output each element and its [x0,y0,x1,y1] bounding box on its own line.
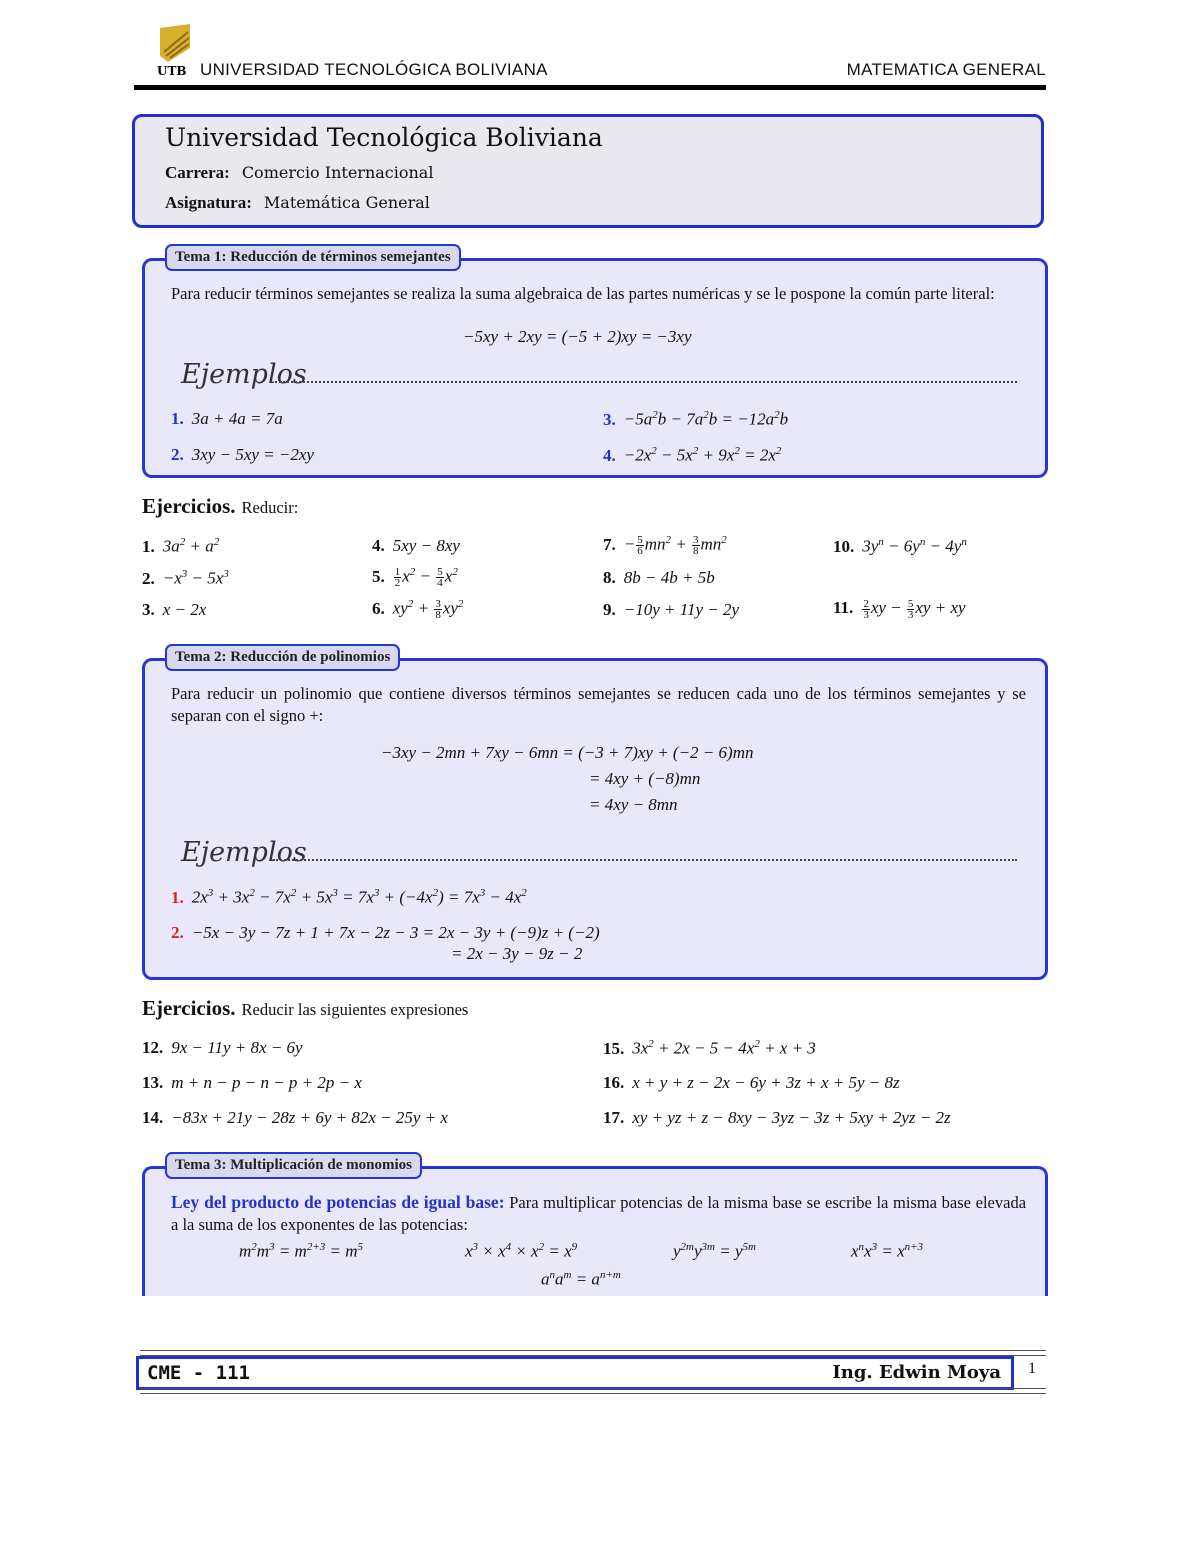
tema1-example-2: 2. 3xy − 5xy = −2xy [171,445,314,464]
tema2-formula-line-3: = 4xy − 8mn [589,795,678,814]
footer-rule-bottom [140,1388,1046,1394]
tema3-formula-4: $x^nx^3 = x^{n+3}$ [851,1241,924,1261]
tema1-title: Tema 1: Reducción de términos semejantes [165,244,461,271]
tema2-text: Para reducir un polinomio que contiene diversos términos semejantes se reducen cada uno de los términos semejantes y se separan con el signo +: [171,684,1026,725]
exercise-7: 7. − $\frac{5}{6}$ $mn^2$ + $\frac{3}{8}$ $mn^2$ [603,534,727,558]
header-rule [134,85,1046,90]
tema3-formula-1: $m^2m^3 = m^{2+3} = m^5$ [239,1241,363,1261]
tema3-formula-5: $a^na^m = a^{n+m}$ [541,1269,621,1289]
tema2-dotted-line [273,859,1017,861]
exercise-17: 17. xy + yz + z − 8xy − 3yz − 3z + 5xy + 2yz − 2z [603,1108,951,1127]
tema2-formula-line-2: = 4xy + (−8)mn [589,769,701,788]
footer-box [136,1356,1014,1390]
ejercicios1-heading: Ejercicios. Reducir: [142,494,299,518]
ejercicios2-heading: Ejercicios. Reducir las siguientes expresiones [142,996,469,1020]
asignatura-label: Asignatura: [165,193,252,212]
tema2-ejemplos-label: Ejemplos [181,837,307,868]
carrera-value: Comercio Internacional [241,163,434,182]
university-title: Universidad Tecnológica Boliviana [165,123,603,152]
footer-author: Ing. Edwin Moya [832,1362,1001,1383]
exercise-15: 15. $3x^2 + 2x - 5 - 4x^2 + x + 3$ [603,1038,816,1058]
page-cut-mask [130,1296,1060,1326]
tema2-example-2-line-2: = 2x − 3y − 9z − 2 [451,944,583,963]
tema1-example-1: 1. 3a + 4a = 7a [171,409,283,428]
exercise-9: 9. −10y + 11y − 2y [603,600,740,619]
tema3-rule-title: Ley del producto de potencias de igual base: [171,1192,505,1212]
tema1-dotted-line [275,381,1017,383]
exercise-2: 2. $-x^3 - 5x^3$ [142,568,229,588]
exercise-12: 12. 9x − 11y + 8x − 6y [142,1038,303,1057]
tema3-rule-text: Para multiplicar potencias de la misma base se escribe la misma base elevada a la suma de los exponentes de las potencias: [171,1193,1027,1234]
exercise-16: 16. x + y + z − 2x − 6y + 3z + x + 5y − 8z [603,1073,900,1092]
title-box [132,114,1044,228]
tema3-box [142,1157,1048,1309]
exercise-8: 8. 8b − 4b + 5b [603,568,715,587]
asignatura-row [165,193,430,213]
exercise-13: 13. m + n − p − n − p + 2p − x [142,1073,362,1092]
tema2-example-2: 2. −5x − 3y − 7z + 1 + 7x − 2z − 3 = 2x − 3y + (−9)z + (−2) [171,923,600,942]
exercise-4: 4. 5xy − 8xy [372,536,460,555]
header-university: UNIVERSIDAD TECNOLÓGICA BOLIVIANA [200,60,548,79]
tema1-example-4: 4. $-2x^2 - 5x^2 + 9x^2 = 2x^2$ [603,445,782,465]
tema2-box [142,649,1048,980]
exercise-6: 6. $xy^2$ + $\frac{3}{8}$ $xy^2$ [372,598,464,622]
tema1-box [142,249,1048,478]
exercise-3: 3. x − 2x [142,600,207,619]
exercise-10: 10. $3y^n - 6y^n - 4y^n$ [833,536,967,556]
exercise-14: 14. −83x + 21y − 28z + 6y + 82x − 25y + x [142,1108,448,1127]
svg-text:UTB: UTB [157,64,187,78]
footer-course-code: CME - 111 [147,1362,250,1384]
tema3-rule [171,1191,1026,1236]
tema1-ejemplos-label: Ejemplos [181,359,307,390]
tema2-title: Tema 2: Reducción de polinomios [165,644,400,671]
page-number: 1 [1028,1360,1036,1377]
exercise-11: 11. $\frac{2}{3}$ xy − $\frac{5}{3}$ xy + xy [833,597,966,621]
tema3-title: Tema 3: Multiplicación de monomios [165,1152,422,1179]
exercise-5: 5. $\frac{1}{2}$ $x^2$ − $\frac{5}{4}$ $x^2$ [372,566,458,590]
carrera-row [165,163,433,183]
header-subject: MATEMATICA GENERAL [846,60,1046,79]
tema3-formula-2: $x^3 \times x^4 \times x^2 = x^9$ [465,1241,578,1261]
exercise-1: 1. $3a^2 + a^2$ [142,536,220,556]
tema2-formula-line-1: −3xy − 2mn + 7xy − 6mn = (−3 + 7)xy + (−2 − 6)mn [381,743,754,762]
tema1-example-3: 3. $-5a^2b - 7a^2b = -12a^2b$ [603,409,789,429]
utb-logo [154,22,196,80]
tema2-example-1: 1. $2x^3 + 3x^2 - 7x^2 + 5x^3 = 7x^3 + (-4x^2) = 7x^3 - 4x^2$ [171,887,527,907]
carrera-label: Carrera: [165,163,230,182]
tema3-formula-3: $y^{2m}y^{3m} = y^{5m}$ [673,1241,756,1261]
tema1-text: Para reducir términos semejantes se realiza la suma algebraica de las partes numéricas y se le pospone la común parte literal: [171,284,995,303]
tema1-formula: −5xy + 2xy = (−5 + 2)xy = −3xy [463,327,692,346]
asignatura-value: Matemática General [263,193,430,212]
